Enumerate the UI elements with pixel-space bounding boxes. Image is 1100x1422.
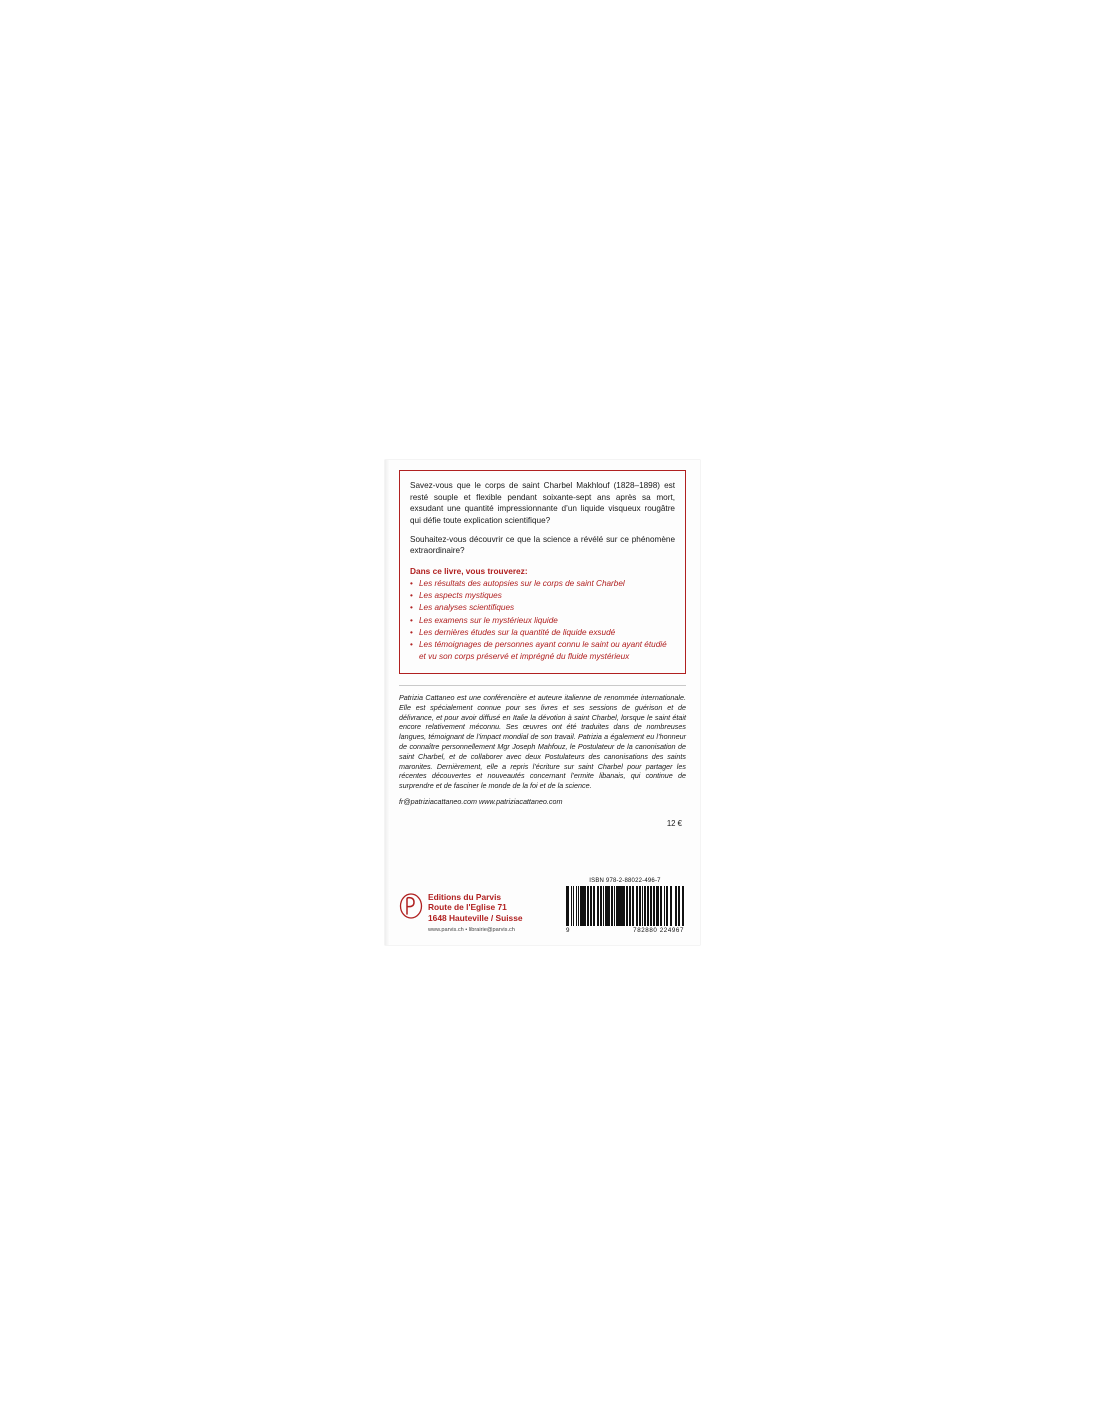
barcode-block — [566, 878, 686, 934]
barcode-digits-left: 9 — [566, 927, 571, 934]
list-item: • Les résultats des autopsies sur le corps de saint Charbel — [410, 578, 675, 589]
barcode-bars — [566, 886, 684, 926]
publisher-block — [399, 892, 523, 934]
list-item: • Les aspects mystiques — [410, 590, 675, 601]
intro-paragraph-1: Savez-vous que le corps de saint Charbel Makhlouf (1828–1898) est resté souple et flexible pendant soixante-sept ans après sa mort, exsudant une quantité impressionnante d’un liquide visqueux rougâtre qui défie toute explication scientifique? — [410, 481, 675, 525]
feature-list — [410, 578, 675, 662]
author-bio-text: Patrizia Cattaneo est une conférencière et auteure italienne de renommée internationale. Elle est spécialement connue pour ses livres et ses sessions de guérison et de délivrance, et pour avoir diffusé en Italie la dévotion à saint Charbel, lorsque le saint était encore relativement méconnu. Ses œuvres ont été traduites dans de nombreuses langues, témoignant de l’impact mondial de son travail. Patrizia a également eu l’honneur de connaître personnellement Mgr Joseph Mahfouz, le Postulateur de la canonisation de saint Charbel, et de collaborer avec deux Postulateurs des canonisations des saints maronites. Dernièrement, elle a repris l’écriture sur saint Charbel pour partager les récentes découvertes et nouveautés concernant l’ermite libanais, qui continue de surprendre et de fasciner le monde de la foi et de la science. — [399, 693, 686, 791]
publisher-name: Editions du Parvis — [428, 891, 502, 902]
list-item: • Les dernières études sur la quantité de liquide exsudé — [410, 627, 675, 638]
author-contact: fr@patriziacattaneo.com www.patriziacattaneo.com — [399, 796, 563, 806]
publisher-web: www.parvis.ch • librairie@parvis.ch — [428, 926, 515, 933]
intro-paragraph-2: Souhaitez-vous découvrir ce que la science a révélé sur ce phénomène extraordinaire? — [410, 534, 675, 556]
isbn-label: ISBN 978-2-88022-496-7 — [589, 878, 661, 884]
list-item: • Les témoignages de personnes ayant connu le saint ou ayant étudié et vu son corps préservé et imprégné du fluide mystérieux — [410, 639, 675, 662]
cover-footer — [399, 878, 686, 934]
price-label: 12 € — [666, 818, 682, 828]
cover-content — [399, 470, 686, 936]
highlight-box — [399, 470, 686, 674]
list-item: • Les examens sur le mystérieux liquide — [410, 615, 675, 626]
barcode-digits — [566, 927, 684, 934]
publisher-address-1: Route de l'Eglise 71 — [428, 902, 507, 913]
author-bio-section — [399, 685, 686, 809]
publisher-details — [428, 892, 523, 934]
book-back-cover — [385, 460, 700, 945]
publisher-address-2: 1648 Hauteville / Suisse — [428, 913, 523, 924]
parvis-logo-icon — [399, 893, 423, 919]
barcode-digits-right: 782880 224967 — [633, 927, 684, 934]
list-item: • Les analyses scientifiques — [410, 602, 675, 613]
list-heading: Dans ce livre, vous trouverez: — [410, 565, 528, 576]
